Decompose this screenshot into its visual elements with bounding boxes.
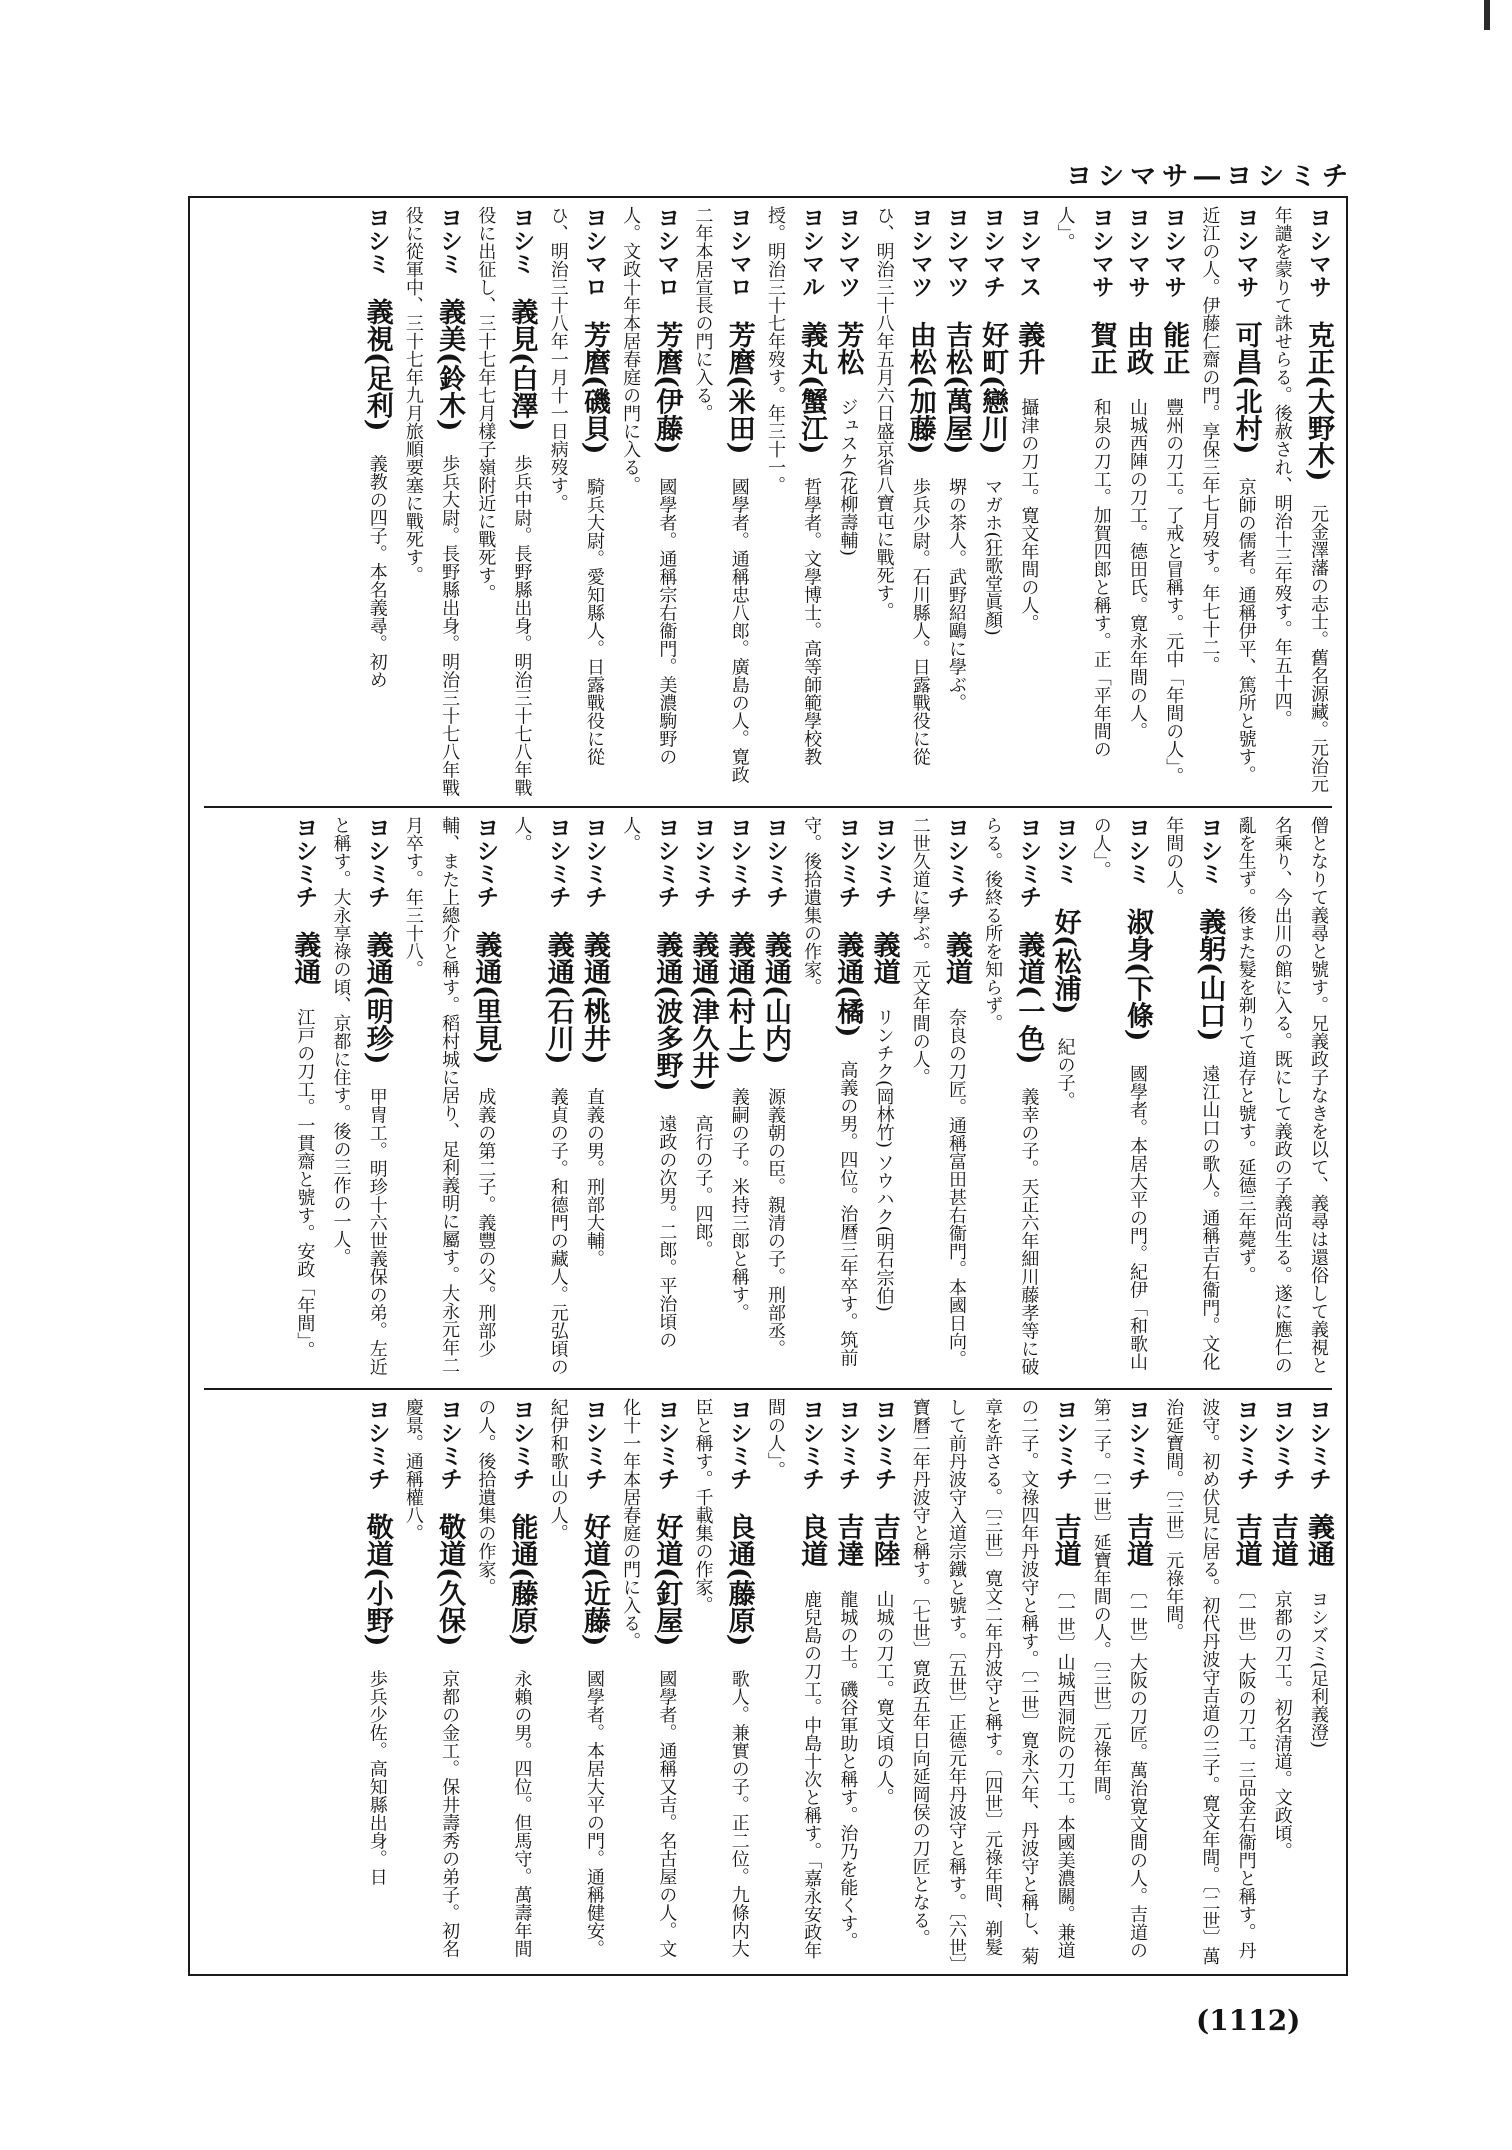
entry-definition: 江戸の刀工。一貫齋と號す。安政「年間」。 — [294, 1008, 316, 1359]
dictionary-band-top — [190, 198, 1346, 806]
entry-reading: ヨシミチ — [761, 816, 789, 908]
entry-reading: ヨシミチ — [653, 1398, 681, 1490]
entry-headword: 可昌(北村) — [1230, 321, 1262, 455]
entry-headword: 義升 — [1013, 321, 1045, 375]
dictionary-entry — [907, 1398, 1081, 1965]
entry-definition: 源義朝の臣。親清の子。刑部丞。 — [764, 1087, 786, 1358]
dictionary-entry — [400, 206, 466, 797]
dictionary-entry — [472, 1398, 538, 1958]
dictionary-entry — [1269, 206, 1334, 793]
entry-definition: 奈良の刀匠。通稱富田甚右衞門。本國日向。二世久道に學ぶ。元文年間の人。 — [909, 816, 967, 1368]
entry-reading: ヨシミチ — [725, 816, 753, 908]
entry-reading: ヨシミチ — [580, 816, 608, 908]
scan-edge-mark — [1484, 0, 1490, 30]
dictionary-entry — [1088, 1398, 1153, 1959]
entry-definition: 〔一世〕山城西洞院の刀工。本國美濃關。兼道の二子。文祿四年丹波守と稱す。〔二世〕寛永六年、丹波守と稱し、菊章を許さる。〔三世〕寛文二年丹波守と稱す。〔四世〕元祿年間、剃髮して前丹波守入道宗鐵と號す。〔五世〕正德元年丹波守と稱す。〔六世〕寶曆二年丹波守と稱す。〔七世〕寛政五年日向延岡侯の刀匠となる。 — [909, 1398, 1076, 1965]
entry-headword: 義通(村上) — [723, 931, 755, 1065]
entry-reading: ヨシミチ — [798, 1398, 826, 1490]
dictionary-entry — [617, 816, 683, 1349]
entry-definition: 元金澤藩の志士。舊名源藏。元治元年譴を蒙りて誅せらる。後赦され、明治十三年歿す。年五十四。 — [1271, 206, 1329, 793]
entry-headword: 芳麿(磯貝) — [578, 321, 610, 455]
entry-headword: 敬道(久保) — [434, 1513, 466, 1647]
entry-definition: 國學者。通稱宗右衞門。美濃駒野の人。文政十年本居春庭の門に入る。 — [620, 206, 678, 766]
entry-reading: ヨシミチ — [834, 816, 862, 908]
entry-reading: ヨシミチ — [689, 816, 717, 908]
dictionary-entry — [1266, 1398, 1298, 1860]
entry-headword: 吉陸 — [868, 1513, 900, 1567]
entry-reading: ヨシマツ — [942, 206, 970, 298]
entry-reading: ヨシミチ — [363, 1398, 391, 1490]
entry-headword: 義視(足利) — [361, 298, 393, 432]
entry-headword: 義躬(山口) — [1194, 908, 1226, 1042]
entry-headword: 義道 — [868, 931, 900, 985]
entry-reading: ヨシマチ — [979, 206, 1007, 298]
dictionary-entry — [400, 816, 502, 1374]
entry-definition: 高義の男。四位。治曆三年卒す。筑前守。後拾遺集の作家。 — [801, 816, 859, 1367]
dictionary-band-bottom — [190, 1390, 1346, 1976]
entry-headword: 義丸(蟹江) — [796, 321, 828, 455]
entry-reading: ヨシマロ — [725, 206, 753, 298]
dictionary-entry — [762, 206, 828, 766]
entry-definition: 義嗣の子。米持三郎と稱す。 — [728, 1087, 750, 1322]
entry-headword: 由政 — [1121, 321, 1153, 375]
entry-definition: 國學者。本居大平の門。通稱健安。紀伊和歌山の人。 — [547, 1398, 605, 1958]
entry-headword: 良通(藤原) — [723, 1513, 755, 1647]
entry-reading: ヨシミ — [436, 206, 464, 275]
band-text — [200, 1398, 1336, 1970]
entry-reading: ヨシマス — [1015, 206, 1043, 298]
entry-definition: マガホ(狂歌堂眞顏) — [982, 477, 1004, 636]
dictionary-entry — [361, 1398, 393, 1886]
dictionary-entry — [289, 816, 321, 1359]
entry-reading: ヨシミチ — [363, 816, 391, 908]
entry-definition: 高行の子。四郎。 — [692, 1114, 714, 1259]
entry-headword: 吉道 — [1049, 1513, 1081, 1567]
entry-headword: 吉達 — [832, 1513, 864, 1567]
entry-reading: ヨシミチ — [508, 1398, 536, 1490]
entry-reading: ヨシマル — [798, 206, 826, 298]
entry-headword: 義道 — [940, 931, 972, 985]
entry-definition: 義貞の子。和德門の藏人。元弘頃の人。 — [511, 816, 569, 1376]
entry-headword: 由松(加藤) — [904, 321, 936, 455]
entry-definition: 義教の四子。本名義尋。初め — [366, 454, 388, 689]
entry-reading: ヨシマサ — [1087, 206, 1115, 298]
dictionary-entry — [762, 1398, 828, 1959]
entry-definition: 京都の刀工。初名清道。文政頃。 — [1271, 1590, 1293, 1860]
dictionary-entry — [1196, 206, 1262, 784]
dictionary-entry — [1303, 1398, 1334, 1749]
dictionary-entry — [545, 206, 610, 766]
dictionary-entry — [1160, 1398, 1262, 1965]
dictionary-entry — [871, 206, 936, 766]
dictionary-entry — [832, 1398, 864, 1950]
dictionary-entry — [617, 1398, 683, 1958]
dictionary-entry — [723, 816, 755, 1322]
dictionary-entry — [868, 816, 900, 1312]
entry-definition: 歩兵中尉。長野縣出身。明治三十七八年戰役に出征し、三十七年七月樣子嶺附近に戰死す。 — [475, 206, 533, 797]
entry-reading: ヨシミ — [1051, 816, 1079, 885]
band-text — [200, 816, 1336, 1380]
entry-definition: ジュスケ(花柳壽輔) — [837, 398, 859, 557]
dictionary-entry — [509, 816, 574, 1376]
dictionary-entry — [328, 816, 393, 1376]
entry-headword: 克正(大野木) — [1303, 321, 1334, 482]
dictionary-entry — [1049, 816, 1081, 1110]
band-text — [200, 206, 1336, 798]
entry-definition: 龍城の士。磯谷軍助と稱す。治乃を能くす。 — [837, 1590, 859, 1950]
entry-reading: ヨシミ — [508, 206, 536, 275]
dictionary-entry — [400, 1398, 466, 1958]
entry-definition: 直義の男。刑部大輔。 — [583, 1087, 605, 1268]
entry-headword: 賀正 — [1085, 321, 1117, 375]
entry-headword: 吉道 — [1266, 1513, 1298, 1567]
dictionary-entry — [1052, 206, 1117, 758]
dictionary-entry — [690, 206, 755, 784]
dictionary-entry — [1013, 206, 1045, 632]
entry-headword: 義通(津久井) — [687, 931, 719, 1092]
dictionary-entry — [578, 816, 610, 1268]
entry-definition: 永賴の男。四位。但馬守。萬壽年間の人。後拾遺集の作家。 — [475, 1398, 533, 1958]
entry-definition: 歩兵少佐。高知縣出身。日 — [366, 1669, 388, 1886]
entry-definition: 國學者。通稱忠八郎。廣島の人。寛政二年本居宣長の門に入る。 — [692, 206, 750, 784]
entry-headword: 芳麿(伊藤) — [651, 321, 683, 455]
entry-reading: ヨシミチ — [291, 816, 319, 908]
entry-definition: 和泉の刀工。加賀四郎と稱す。正「平年間の人」。 — [1054, 206, 1112, 758]
entry-headword: 良道 — [796, 1513, 828, 1567]
entry-reading: ヨシミチ — [1232, 1398, 1260, 1490]
entry-headword: 能通(藤原) — [506, 1513, 538, 1647]
entry-definition: 騎兵大尉。愛知縣人。日露戰役に從ひ、明治三十八年一月十一日病歿す。 — [547, 206, 605, 766]
entry-definition: 成義の第二子。義豐の父。刑部少輔、また上總介と稱す。稻村城に居り、足利義明に屬す。大永元年二月卒す。年三十八。 — [402, 816, 497, 1374]
entry-definition: 山城西陣の刀工。德田氏。寛永年間の人。 — [1126, 398, 1148, 740]
entry-definition: 義幸の子。天正六年細川藤孝等に破らる。後終る所を知らず。 — [982, 816, 1040, 1376]
dictionary-entry — [617, 206, 683, 766]
dictionary-band-middle — [190, 808, 1346, 1388]
entry-definition: 歩兵少尉。石川縣人。日露戰役に從ひ、明治三十八年五月六日盛京省八寶屯に戰死す。 — [873, 206, 931, 766]
entry-reading: ヨシミチ — [1051, 1398, 1079, 1490]
entry-definition: 京都の金工。保井壽秀の弟子。初名慶景。通稱權八。 — [402, 1398, 461, 1958]
entry-headword: 能正 — [1158, 321, 1190, 375]
entry-reading: ヨシミチ — [1305, 1398, 1332, 1490]
entry-reading: ヨシミチ — [1015, 816, 1043, 908]
dictionary-entry — [832, 206, 864, 557]
dictionary-entry — [1158, 206, 1190, 785]
dictionary-entry — [687, 816, 719, 1259]
entry-definition: 遠政の次男。二郎。平治頃の人。 — [620, 816, 678, 1349]
dictionary-frame — [188, 196, 1348, 1976]
entry-definition: ヨシズミ(足利義澄) — [1308, 1590, 1329, 1749]
dictionary-entry — [1088, 816, 1153, 1371]
entry-headword: 吉道 — [1230, 1513, 1262, 1567]
entry-headword: 芳松 — [832, 321, 864, 375]
entry-definition: 堺の茶人。武野紹鷗に學ぶ。 — [945, 477, 967, 712]
dictionary-entry — [690, 1398, 755, 1958]
entry-definition: 歌人。兼實の子。正二位。九條内大臣と稱す。千載集の作家。 — [692, 1398, 750, 1958]
entry-headword: 好道(近藤) — [578, 1513, 610, 1647]
dictionary-entry — [1233, 816, 1331, 1374]
entry-reading: ヨシミチ — [544, 816, 572, 908]
entry-reading: ヨシミチ — [725, 1398, 753, 1490]
entry-definition: 甲冑工。明珍十六世義保の弟。左近と稱す。大永享祿の頃、京都に住す。後の三作の一人。 — [330, 816, 388, 1376]
entry-reading: ヨシマツ — [906, 206, 934, 298]
entry-reading: ヨシマサ — [1123, 206, 1151, 298]
dictionary-entry — [1160, 816, 1226, 1371]
entry-headword: 義通(山内) — [759, 931, 791, 1065]
page-header: ヨシマサ―ヨシミチ — [1065, 162, 1354, 192]
entry-reading: ヨシマツ — [834, 206, 862, 298]
entry-headword: 好町(戀川) — [977, 321, 1009, 455]
entry-definition: 國學者。本居大平の門。紀伊「和歌山の人」。 — [1090, 816, 1148, 1371]
entry-definition: 鹿兒島の刀工。中島十次と稱す。「嘉永安政年間の人」。 — [764, 1398, 823, 1959]
entry-definition: 豐州の刀工。了戒と冒稱す。元中「年間の人」。 — [1163, 398, 1185, 785]
entry-headword: 吉松(萬屋) — [940, 321, 972, 455]
entry-headword: 義通(桃井) — [578, 931, 610, 1065]
entry-definition: 〔一世〕大阪の刀匠。萬治寛文間の人。吉道の第二子。〔二世〕延寶年間の人。〔三世〕元祿年間。 — [1090, 1398, 1148, 1959]
entry-reading: ヨシミ — [1196, 816, 1224, 885]
entry-definition: 國學者。通稱又吉。名古屋の人。文化十一年本居春庭の門に入る。 — [620, 1398, 678, 1958]
entry-definition: 遠江山口の歌人。通稱吉右衞門。文化年間の人。 — [1163, 816, 1221, 1371]
entry-reading: ヨシミチ — [580, 1398, 608, 1490]
entry-headword: 義見(白澤) — [506, 298, 538, 432]
entry-definition: 山城の刀工。寛文頃の人。 — [873, 1590, 895, 1806]
entry-headword: 義通(石川) — [542, 931, 574, 1065]
dictionary-entry — [979, 816, 1045, 1376]
dictionary-entry — [759, 816, 791, 1358]
dictionary-entry — [472, 206, 538, 797]
dictionary-entry — [940, 206, 972, 712]
entry-headword: 淑身(下條) — [1121, 908, 1153, 1042]
entry-definition: 哲學者。文學博士。高等師範學校教授。明治三十七年歿す。年三十一。 — [764, 206, 823, 766]
dictionary-entry — [868, 1398, 900, 1806]
entry-definition: 歩兵大尉。長野縣出身。明治三十七八年戰役に從軍中、三十七年九月旅順要塞に戰死す。 — [402, 206, 461, 797]
entry-headword: 義通(橘) — [832, 931, 864, 1038]
entry-headword: 義通(明珍) — [361, 931, 393, 1065]
entry-definition: 〔一世〕大阪の刀工。三品金右衞門と稱す。丹波守。初め伏見に居る。初代丹波守吉道の三子。寛文年間。〔二世〕萬治延寶間。〔三世〕元祿年間。 — [1163, 1398, 1257, 1965]
entry-headword: 好道(釘屋) — [651, 1513, 683, 1647]
entry-headword: 義通(波多野) — [651, 931, 683, 1092]
entry-reading: ヨシミチ — [1268, 1398, 1296, 1490]
entry-reading: ヨシマロ — [580, 206, 608, 298]
dictionary-entry — [1121, 206, 1153, 740]
entry-reading: ヨシミチ — [870, 1398, 898, 1490]
entry-headword: 義美(鈴木) — [434, 298, 466, 432]
entry-headword: 敬道(小野) — [361, 1513, 393, 1647]
entry-definition: 紀の子。 — [1054, 1037, 1076, 1110]
entry-reading: ヨシミチ — [653, 816, 681, 908]
dictionary-entry — [977, 206, 1009, 636]
dictionary-entry — [361, 206, 393, 689]
entry-reading: ヨシマサ — [1160, 206, 1188, 298]
entry-definition: 京師の儒者。通稱伊平、篤所と號す。近江の人。伊藤仁齋の門。享保三年七月歿す。年七十二。 — [1199, 206, 1257, 784]
dictionary-entry — [798, 816, 864, 1367]
entry-headword: 義通 — [289, 931, 321, 985]
entry-reading: ヨシミチ — [436, 1398, 464, 1490]
entry-definition: リンチク(岡林竹) ソウハク(明石宗伯) — [873, 1008, 895, 1312]
entry-headword: 義道(一色) — [1013, 931, 1045, 1065]
entry-headword: 好(松浦) — [1049, 908, 1081, 1015]
entry-reading: ヨシミチ — [942, 816, 970, 908]
entry-reading: ヨシマサ — [1305, 206, 1332, 298]
entry-reading: ヨシミ — [1123, 816, 1151, 885]
entry-headword: 芳麿(米田) — [723, 321, 755, 455]
entry-headword: 吉道 — [1121, 1513, 1153, 1567]
entry-reading: ヨシミチ — [472, 816, 500, 908]
entry-reading: ヨシミ — [363, 206, 391, 275]
dictionary-entry — [545, 1398, 610, 1958]
entry-definition: 僧となりて義尋と號す。兄義政子なきを以て、義尋は還俗して義視と名乘り、今出川の館に入る。既にして義政の子義尚生る。遂に應仁の亂を生ず。後また髮を剃りて道存と號す。延德三年薨ず。 — [1235, 816, 1329, 1374]
page-number: (1112) — [1196, 2004, 1301, 2037]
entry-reading: ヨシミチ — [1123, 1398, 1151, 1490]
entry-headword: 義通 — [1303, 1513, 1334, 1567]
entry-reading: ヨシマロ — [653, 206, 681, 298]
entry-reading: ヨシマサ — [1232, 206, 1260, 298]
entry-reading: ヨシミチ — [834, 1398, 862, 1490]
entry-definition: 攝津の刀工。寛文年間の人。 — [1018, 398, 1040, 632]
entry-reading: ヨシミチ — [870, 816, 898, 908]
dictionary-entry — [907, 816, 972, 1368]
entry-headword: 義通(里見) — [470, 931, 502, 1065]
